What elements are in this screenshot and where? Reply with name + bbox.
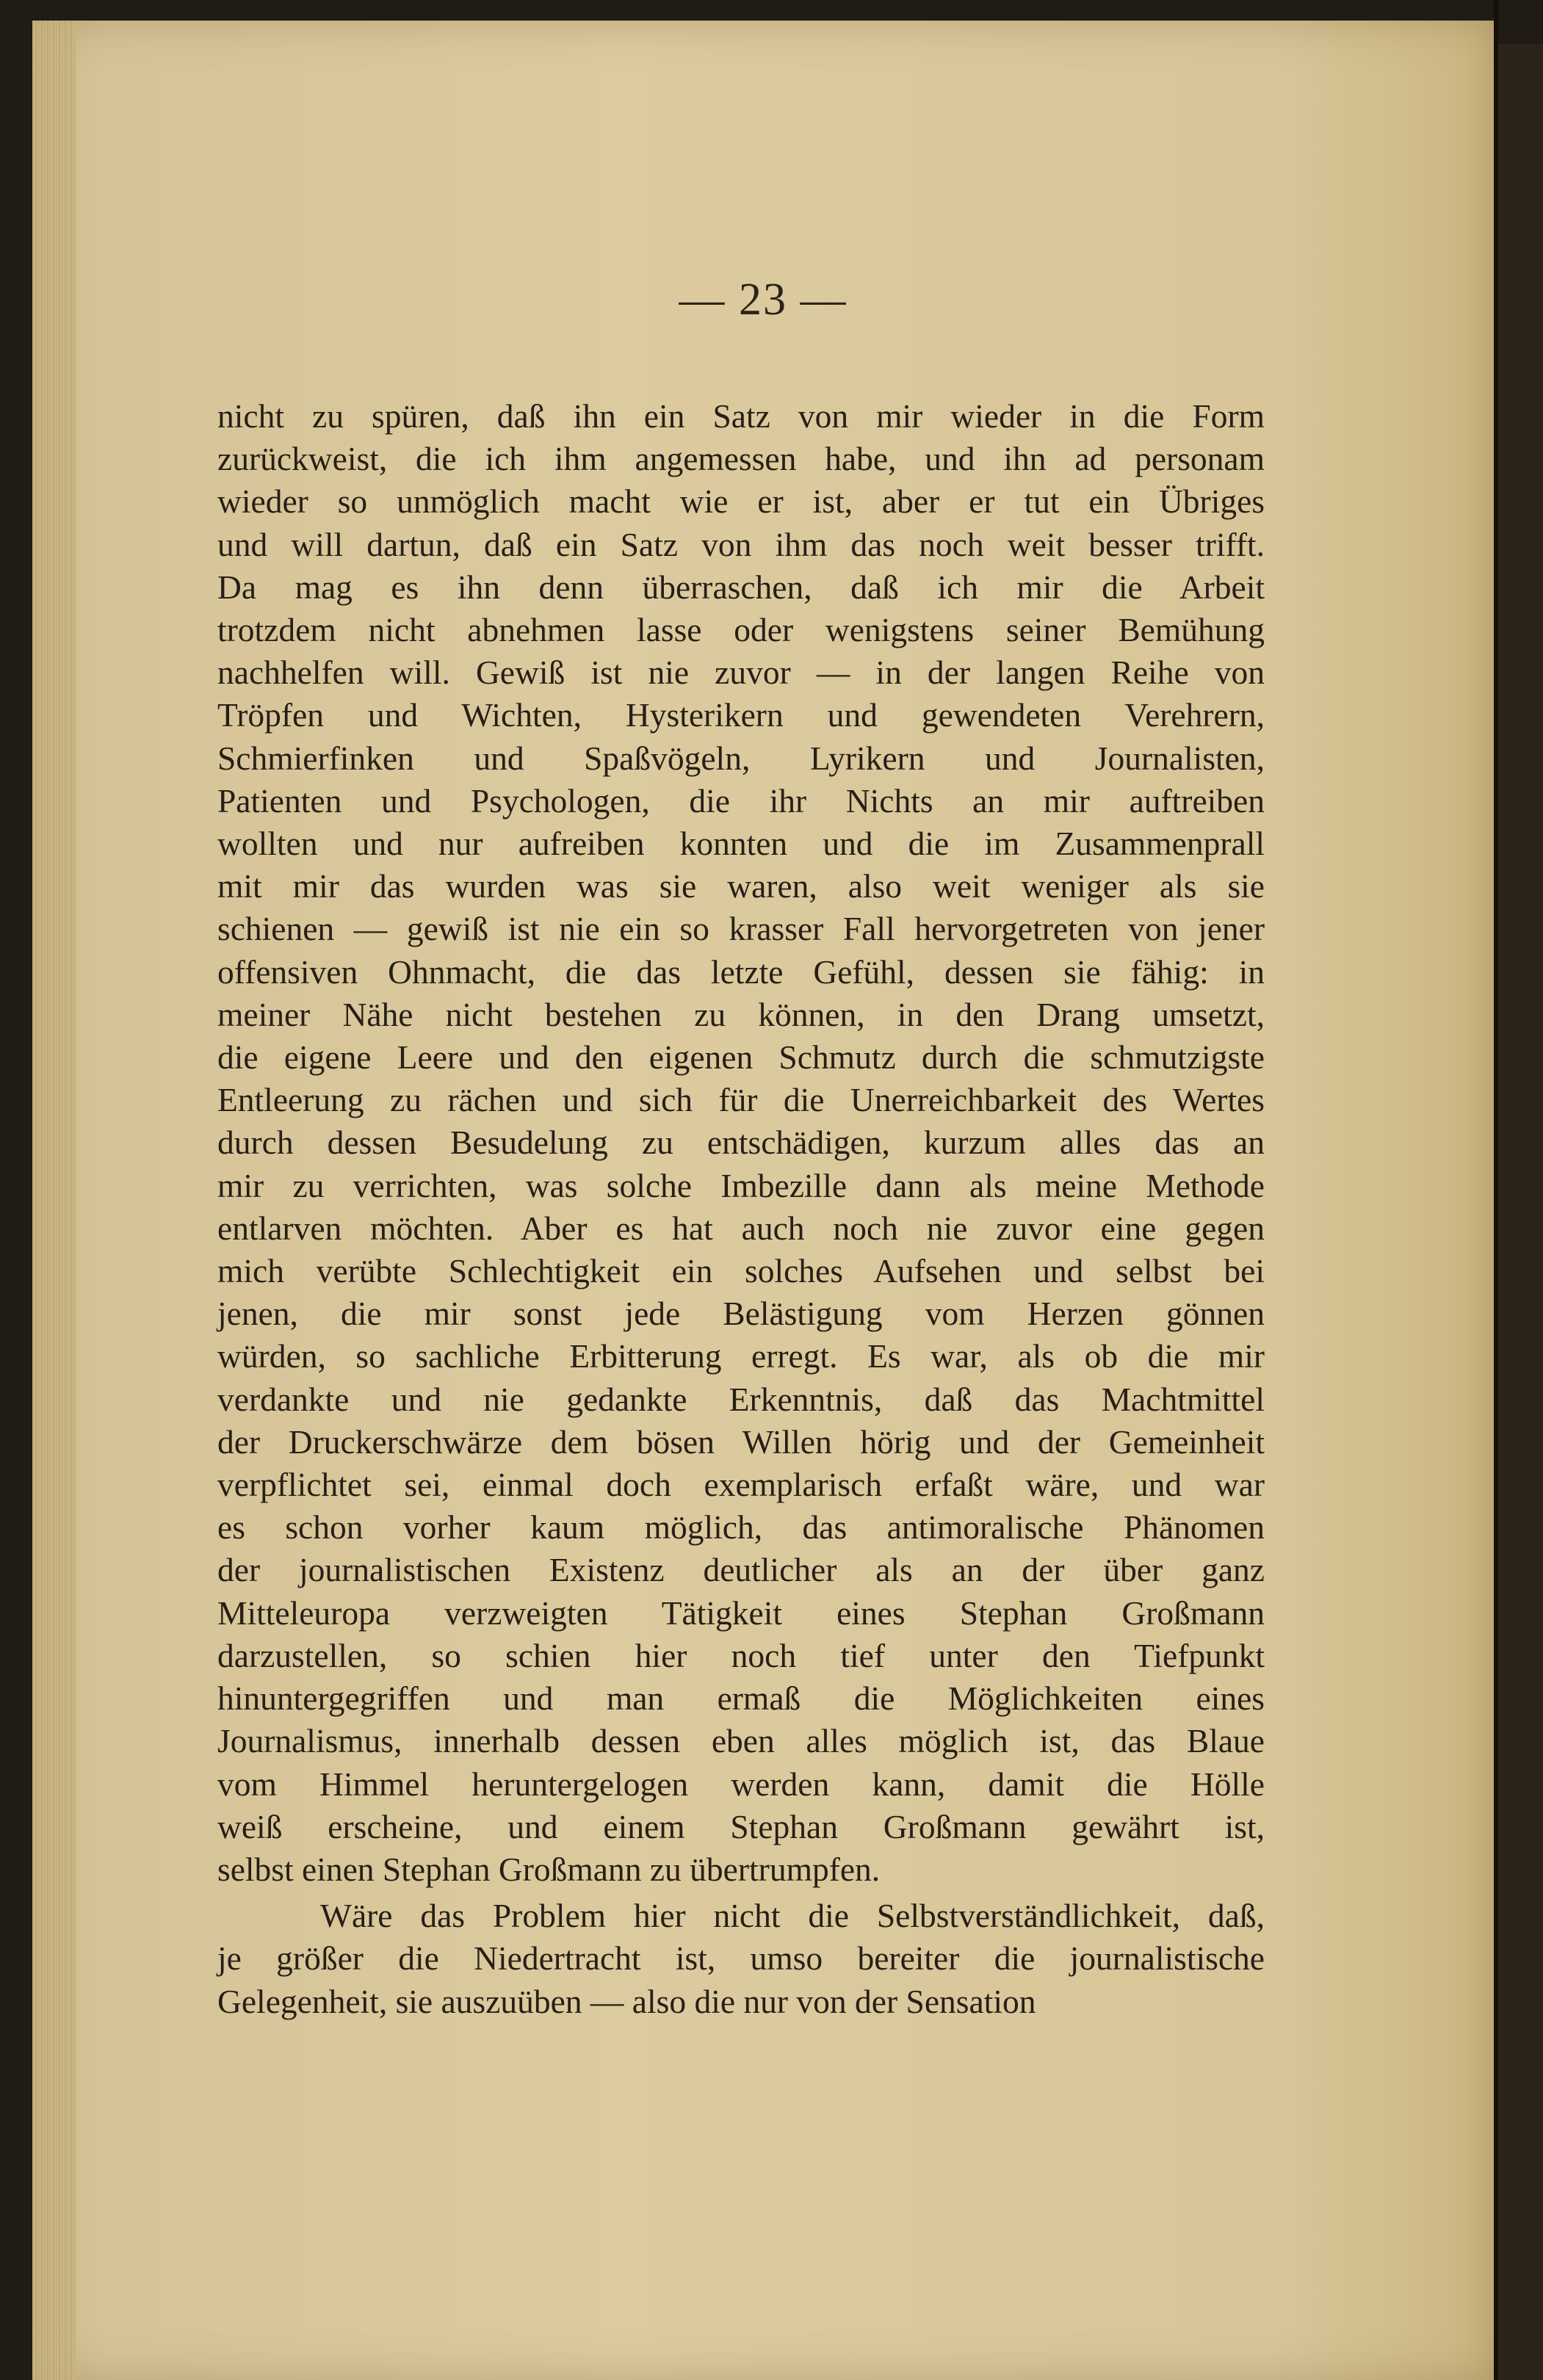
text-line: vom Himmel heruntergelogen werden kann, damit die Hölle (217, 1765, 1265, 1803)
text-line: meiner Nähe nicht bestehen zu können, in den Drang umsetzt, (217, 995, 1265, 1033)
text-line: verpflichtet sei, einmal doch exemplarisch erfaßt wäre, und war (217, 1466, 1265, 1504)
book-binding (1498, 44, 1543, 2380)
text-line: wollten und nur aufreiben konnten und die im Zusammenprall (217, 825, 1265, 863)
text-line: Patienten und Psychologen, die ihr Nichts an mir auftreiben (217, 781, 1265, 820)
text-line: schienen — gewiß ist nie ein so krasser Fall hervorgetreten von jener (217, 910, 1265, 948)
text-line: durch dessen Besudelung zu entschädigen, kurzum alles das an (217, 1124, 1265, 1162)
text-line: Gelegenheit, sie auszuüben — also die nur von der Sensation (217, 1982, 1036, 2020)
text-line: wieder so unmöglich macht wie er ist, aber er tut ein Übriges (217, 482, 1265, 521)
text-line: der Druckerschwärze dem bösen Willen hörig und der Gemeinheit (217, 1422, 1265, 1461)
text-line: jenen, die mir sonst jede Belästigung vom Herzen gönnen (217, 1295, 1265, 1333)
text-line: und will dartun, daß ein Satz von ihm das noch weit besser trifft. (217, 525, 1265, 563)
text-line: es schon vorher kaum möglich, das antimoralische Phänomen (217, 1508, 1265, 1547)
text-line: Wäre das Problem hier nicht die Selbstverständlichkeit, daß, (320, 1897, 1265, 1935)
text-line: trotzdem nicht abnehmen lasse oder wenigstens seiner Bemühung (217, 611, 1265, 649)
page-number: — 23 — (679, 275, 848, 325)
text-line: entlarven möchten. Aber es hat auch noch nie zuvor eine gegen (217, 1209, 1265, 1247)
text-line: würden, so sachliche Erbitterung erregt. Es war, als ob die mir (217, 1337, 1265, 1375)
text-line: nicht zu spüren, daß ihn ein Satz von mir wieder in die Form (217, 397, 1265, 435)
text-line: Mitteleuropa verzweigten Tätigkeit eines Stephan Großmann (217, 1594, 1265, 1632)
text-line: mit mir das wurden was sie waren, also weit weniger als sie (217, 867, 1265, 905)
text-line: mich verübte Schlechtigkeit ein solches Aufsehen und selbst bei (217, 1252, 1265, 1290)
text-line: der journalistischen Existenz deutlicher als an der über ganz (217, 1551, 1265, 1589)
page-number-value: 23 (739, 275, 787, 325)
text-line: Tröpfen und Wichten, Hysterikern und gewendeten Verehrern, (217, 696, 1265, 734)
paragraph (217, 395, 1265, 1891)
paragraph (217, 1895, 1265, 2023)
text-line: Entleerung zu rächen und sich für die Unerreichbarkeit des Wertes (217, 1081, 1265, 1119)
text-line: offensiven Ohnmacht, die das letzte Gefühl, dessen sie fähig: in (217, 952, 1265, 991)
text-line: hinuntergegriffen und man ermaß die Möglichkeiten eines (217, 1679, 1265, 1718)
text-line: mir zu verrichten, was solche Imbezille dann als meine Methode (217, 1166, 1265, 1204)
page-edges (32, 21, 76, 2380)
text-line: weiß erscheine, und einem Stephan Großmann gewährt ist, (217, 1807, 1265, 1845)
text-line: Journalismus, innerhalb dessen eben alles möglich ist, das Blaue (217, 1722, 1265, 1760)
text-line: verdankte und nie gedankte Erkenntnis, daß das Machtmittel (217, 1380, 1265, 1418)
text-line: zurückweist, die ich ihm angemessen habe, und ihn ad personam (217, 440, 1265, 478)
body-text (217, 395, 1265, 2023)
text-line: je größer die Niedertracht ist, umso bereiter die journalistische (217, 1939, 1265, 1978)
text-line: die eigene Leere und den eigenen Schmutz durch die schmutzigste (217, 1038, 1265, 1077)
text-line: nachhelfen will. Gewiß ist nie zuvor — in der langen Reihe von (217, 654, 1265, 692)
text-line: Da mag es ihn denn überraschen, daß ich mir die Arbeit (217, 568, 1265, 606)
book-page (32, 21, 1494, 2380)
text-line: darzustellen, so schien hier noch tief unter den Tiefpunkt (217, 1636, 1265, 1674)
text-line: Schmierfinken und Spaßvögeln, Lyrikern und Journalisten, (217, 739, 1265, 777)
text-line: selbst einen Stephan Großmann zu übertrumpfen. (217, 1850, 881, 1888)
